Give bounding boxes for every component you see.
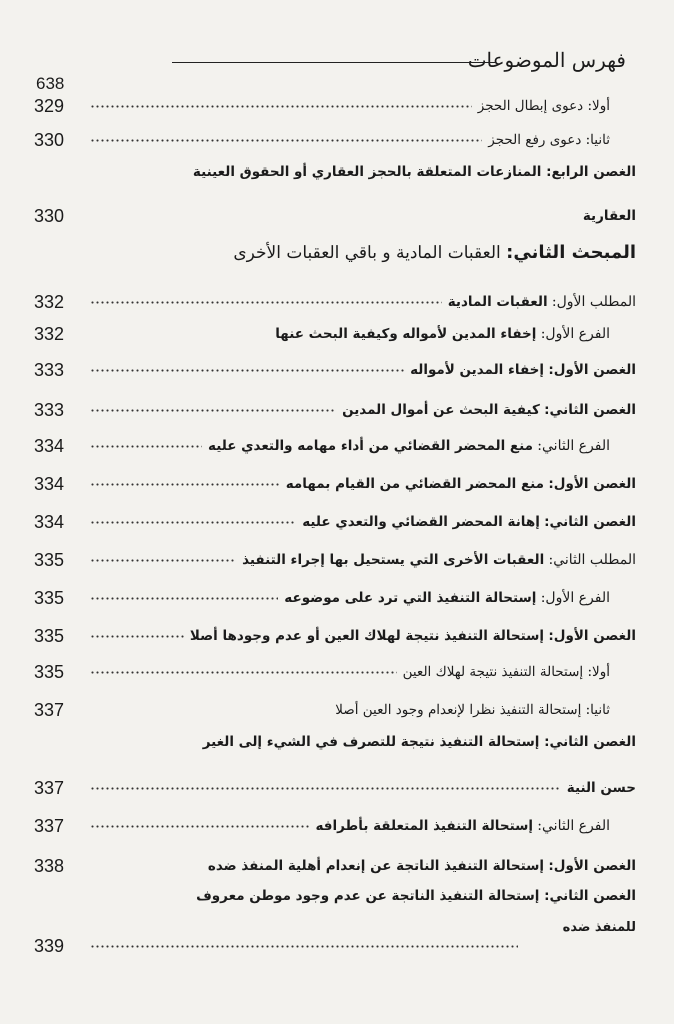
leader-dots (90, 296, 442, 308)
toc-page-number: 335 (34, 549, 65, 570)
toc-page-number: 337 (34, 777, 65, 798)
header-rule (172, 62, 496, 63)
leader-dots (90, 100, 472, 112)
toc-page-number: 334 (34, 473, 65, 494)
toc-title: المطلب الأول: العقبات المادية (447, 294, 636, 310)
toc-entry (34, 932, 524, 960)
toc-entry (34, 852, 636, 880)
toc-page-number: 334 (34, 435, 65, 456)
toc-title: أولا: إستحالة التنفيذ نتيجة لهلاك العين (402, 664, 610, 680)
toc-entry (34, 812, 610, 840)
leader-dots (90, 592, 278, 604)
toc-entry (34, 546, 636, 574)
leader-dots (90, 666, 397, 678)
leader-dots (90, 364, 404, 376)
toc-title: الغصن الأول: إستحالة التنفيذ الناتجة عن إنعدام أهلية المنفذ ضده (207, 858, 636, 874)
toc-entry (34, 126, 610, 154)
toc-page-number: 337 (34, 699, 65, 720)
section-title: العقبات المادية و باقي العقبات الأخرى (233, 243, 501, 263)
toc-entry (34, 508, 636, 536)
section-label: المبحث الثاني: (506, 242, 636, 263)
leader-dots (90, 782, 561, 794)
toc-entry (34, 470, 636, 498)
toc-entry (34, 696, 610, 724)
toc-entry (34, 432, 610, 460)
page-number: 638 (36, 74, 65, 93)
toc-entry (34, 396, 636, 424)
toc-page-number: 332 (34, 323, 65, 344)
toc-entry (34, 774, 636, 802)
section-heading (233, 242, 636, 263)
toc-entry (34, 320, 610, 348)
toc-title: الغصن الثاني: إهانة المحضر القضائي والتعدي عليه (302, 514, 636, 530)
toc-title: الغصن الأول: إستحالة التنفيذ نتيجة لهلاك العين أو عدم وجودها أصلا (189, 628, 636, 644)
toc-title: حسن النية (566, 780, 636, 796)
leader-dots (90, 820, 309, 832)
toc-label: الغصن الرابع: (546, 164, 636, 180)
leader-dots (90, 516, 296, 528)
toc-page-number: 335 (34, 587, 65, 608)
toc-page-number: 337 (34, 815, 65, 836)
toc-page-number: 339 (34, 935, 65, 956)
toc-entry (196, 888, 636, 904)
toc-label: الغصن الثاني: (544, 888, 636, 904)
toc-entry (34, 288, 636, 316)
toc-title: الفرع الثاني: منع المحضر القضائي من أداء مهامه والتعدي عليه (208, 438, 610, 454)
leader-dots (90, 630, 184, 642)
toc-page-number: 330 (34, 205, 65, 226)
toc-title: الفرع الأول: إخفاء المدين لأمواله وكيفية البحث عنها (275, 326, 610, 342)
toc-entry (34, 584, 610, 612)
toc-title: ثانيا: إستحالة التنفيذ نظرا لإنعدام وجود العين أصلا (335, 702, 610, 718)
leader-dots (90, 554, 236, 566)
leader-dots (90, 404, 336, 416)
header-title: فهرس الموضوعات (467, 48, 626, 72)
toc-page-number: 330 (34, 129, 65, 150)
toc-page-number: 334 (34, 511, 65, 532)
leader-dots (90, 478, 280, 490)
toc-page-number: 335 (34, 661, 65, 682)
toc-title: الغصن الثاني: كيفية البحث عن أموال المدين (342, 402, 636, 418)
toc-title: الغصن الأول: إخفاء المدين لأمواله (410, 362, 636, 378)
toc-entry (193, 164, 636, 180)
toc-title: العقارية (582, 208, 636, 224)
toc-title: إستحالة التنفيذ الناتجة عن عدم وجود موطن معروف (196, 888, 540, 904)
toc-title: الفرع الثاني: إستحالة التنفيذ المتعلقة بأطرافه (315, 818, 610, 834)
toc-entry (34, 356, 636, 384)
toc-title: الفرع الأول: إستحالة التنفيذ التي ترد على موضوعه (284, 590, 610, 606)
toc-page-number: 333 (34, 359, 65, 380)
toc-title: المطلب الثاني: العقبات الأخرى التي يستحيل بها إجراء التنفيذ (242, 552, 636, 568)
toc-label: الغصن الثاني: (544, 734, 636, 750)
toc-page-number: 338 (34, 855, 65, 876)
toc-entry (34, 658, 610, 686)
toc-title: للمنفذ ضده (562, 920, 636, 935)
toc-entry (563, 920, 636, 935)
leader-dots (90, 440, 202, 452)
toc-title: أولا: دعوى إبطال الحجز (477, 98, 610, 114)
leader-dots (90, 940, 518, 952)
toc-page-number: 332 (34, 291, 65, 312)
toc-entry (34, 202, 636, 230)
toc-entry (34, 92, 610, 120)
toc-page-number: 333 (34, 399, 65, 420)
toc-page-number: 335 (34, 625, 65, 646)
toc-title: الغصن الأول: منع المحضر القضائي من القيام بمهامه (285, 476, 636, 492)
toc-page-number: 329 (34, 95, 65, 116)
toc-entry (34, 622, 636, 650)
toc-title: إستحالة التنفيذ نتيجة للتصرف في الشيء إلى الغير (202, 734, 540, 750)
leader-dots (90, 134, 482, 146)
toc-entry (203, 734, 636, 750)
toc-title: ثانيا: دعوى رفع الحجز (488, 132, 610, 148)
toc-title: المنازعات المتعلقة بالحجز العقاري أو الحقوق العينية (192, 164, 542, 180)
